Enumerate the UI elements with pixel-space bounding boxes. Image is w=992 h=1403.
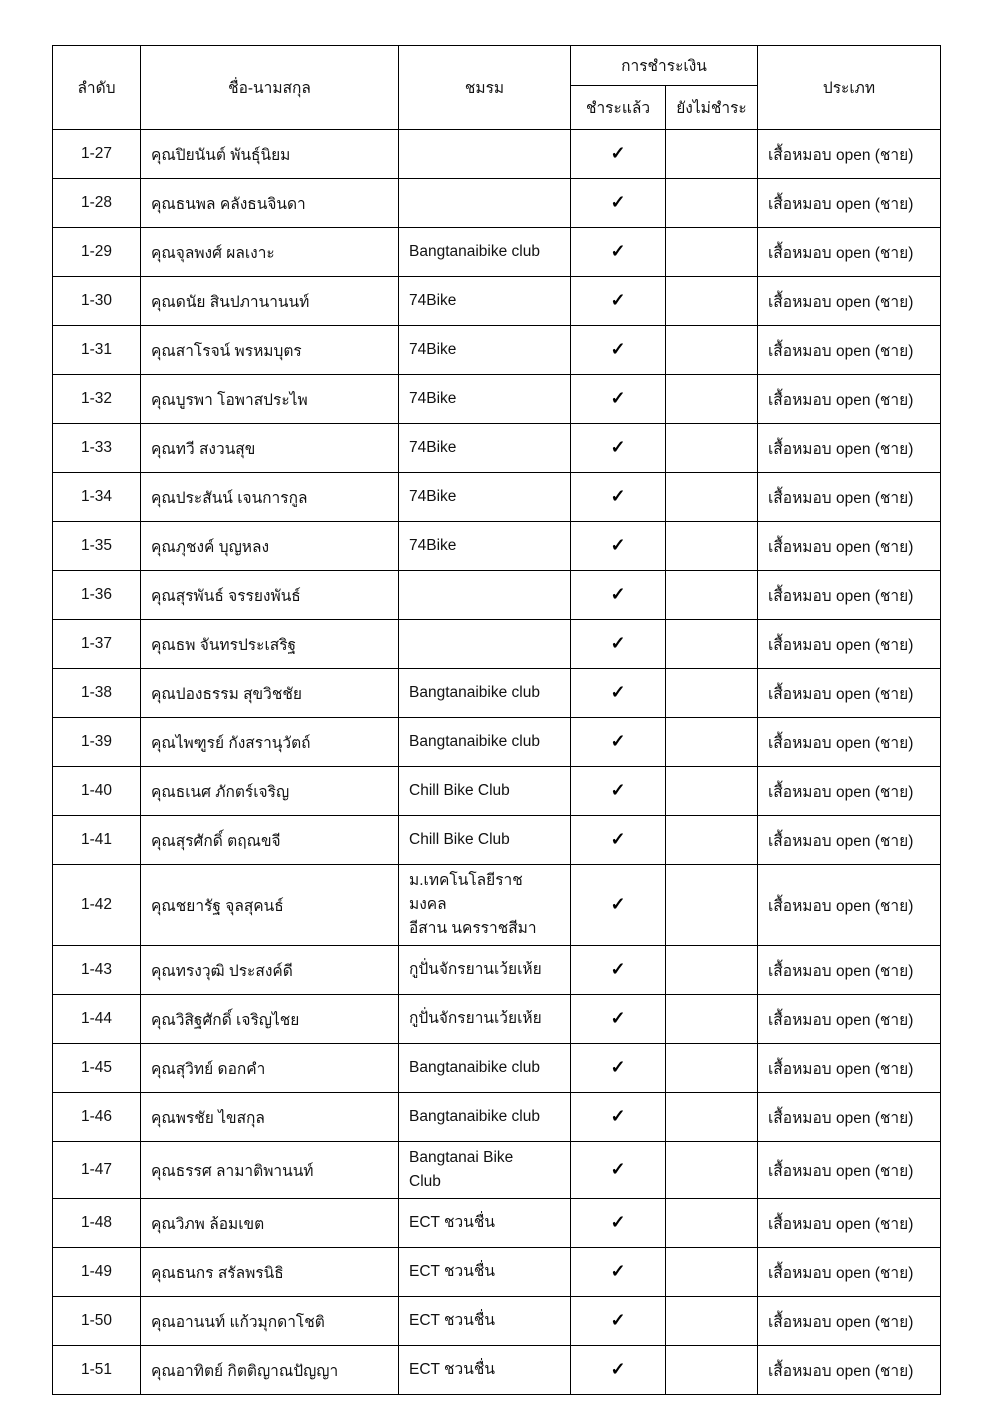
table-row: [53, 130, 941, 179]
row-category: เสื้อหมอบ open (ชาย): [758, 1297, 941, 1346]
check-icon: ✓: [610, 894, 626, 915]
check-icon: ✓: [610, 388, 626, 408]
row-number: 1-44: [53, 995, 141, 1044]
row-number: 1-46: [53, 1093, 141, 1142]
row-paid-cell: [571, 277, 666, 326]
table-row: [53, 767, 941, 816]
row-name: คุณธพ จันทรประเสริฐ: [141, 620, 399, 669]
row-number: 1-35: [53, 522, 141, 571]
row-club: Bangtanai Bike Club: [399, 1142, 571, 1199]
row-club: Bangtanaibike club: [399, 718, 571, 767]
row-club: กูปั่นจักรยานเว้ยเห้ย: [399, 946, 571, 995]
row-club: Bangtanaibike club: [399, 1044, 571, 1093]
row-paid-cell: [571, 1142, 666, 1199]
table-row: [53, 326, 941, 375]
row-unpaid-cell: [666, 1297, 758, 1346]
row-number: 1-29: [53, 228, 141, 277]
row-unpaid-cell: [666, 1346, 758, 1395]
check-icon: ✓: [610, 1310, 626, 1331]
row-name: คุณทรงวุฒิ ประสงค์ดี: [141, 946, 399, 995]
row-number: 1-27: [53, 130, 141, 179]
row-unpaid-cell: [666, 228, 758, 277]
row-number: 1-49: [53, 1248, 141, 1297]
check-icon: ✓: [610, 959, 626, 980]
row-club: 74Bike: [399, 473, 571, 522]
row-unpaid-cell: [666, 130, 758, 179]
row-paid-cell: [571, 1297, 666, 1346]
row-club: [399, 620, 571, 669]
row-paid-cell: [571, 179, 666, 228]
table-row: [53, 995, 941, 1044]
check-icon: ✓: [610, 241, 626, 261]
row-unpaid-cell: [666, 620, 758, 669]
row-number: 1-43: [53, 946, 141, 995]
row-category: เสื้อหมอบ open (ชาย): [758, 473, 941, 522]
row-club: ECT ชวนชื่น: [399, 1346, 571, 1395]
check-icon: ✓: [610, 486, 626, 506]
row-category: เสื้อหมอบ open (ชาย): [758, 1044, 941, 1093]
row-paid-cell: [571, 326, 666, 375]
row-category: เสื้อหมอบ open (ชาย): [758, 1093, 941, 1142]
row-category: เสื้อหมอบ open (ชาย): [758, 1346, 941, 1395]
row-unpaid-cell: [666, 179, 758, 228]
table-row: [53, 571, 941, 620]
table-row: [53, 1346, 941, 1395]
row-name: คุณบูรพา โอพาสประไพ: [141, 375, 399, 424]
row-number: 1-50: [53, 1297, 141, 1346]
check-icon: ✓: [610, 633, 626, 653]
row-name: คุณภุชงค์ บุญหลง: [141, 522, 399, 571]
header-name: ชื่อ-นามสกุล: [141, 46, 399, 130]
row-club: Chill Bike Club: [399, 816, 571, 865]
check-icon: ✓: [610, 780, 626, 800]
row-paid-cell: [571, 669, 666, 718]
table-row: [53, 473, 941, 522]
row-name: คุณอาทิตย์ กิตติญาณปัญญา: [141, 1346, 399, 1395]
row-category: เสื้อหมอบ open (ชาย): [758, 1142, 941, 1199]
row-category: เสื้อหมอบ open (ชาย): [758, 522, 941, 571]
row-category: เสื้อหมอบ open (ชาย): [758, 1248, 941, 1297]
row-name: คุณปองธรรม สุขวิชชัย: [141, 669, 399, 718]
header-category: ประเภท: [758, 46, 941, 130]
row-name: คุณสุรพันธ์ จรรยงพันธ์: [141, 571, 399, 620]
row-number: 1-38: [53, 669, 141, 718]
row-name: คุณทวี สงวนสุข: [141, 424, 399, 473]
row-name: คุณธเนศ ภักตร์เจริญ: [141, 767, 399, 816]
row-unpaid-cell: [666, 1093, 758, 1142]
table-row: [53, 1044, 941, 1093]
row-unpaid-cell: [666, 473, 758, 522]
row-unpaid-cell: [666, 522, 758, 571]
row-unpaid-cell: [666, 669, 758, 718]
row-number: 1-39: [53, 718, 141, 767]
check-icon: ✓: [610, 1057, 626, 1078]
row-number: 1-47: [53, 1142, 141, 1199]
table-row: [53, 375, 941, 424]
row-paid-cell: [571, 1248, 666, 1297]
table-row: [53, 669, 941, 718]
row-unpaid-cell: [666, 375, 758, 424]
check-icon: ✓: [610, 339, 626, 359]
row-name: คุณธนกร สรัลพรนิธิ: [141, 1248, 399, 1297]
row-unpaid-cell: [666, 277, 758, 326]
check-icon: ✓: [610, 829, 626, 849]
check-icon: ✓: [610, 192, 626, 212]
check-icon: ✓: [610, 143, 626, 163]
row-category: เสื้อหมอบ open (ชาย): [758, 767, 941, 816]
check-icon: ✓: [610, 1212, 626, 1233]
row-paid-cell: [571, 424, 666, 473]
table-row: [53, 424, 941, 473]
row-category: เสื้อหมอบ open (ชาย): [758, 375, 941, 424]
row-unpaid-cell: [666, 767, 758, 816]
row-name: คุณวิสิฐศักดิ์ เจริญไชย: [141, 995, 399, 1044]
table-row: [53, 718, 941, 767]
header-payment: การชำระเงิน: [571, 46, 758, 86]
row-paid-cell: [571, 375, 666, 424]
row-name: คุณอานนท์ แก้วมุกดาโชติ: [141, 1297, 399, 1346]
row-paid-cell: [571, 130, 666, 179]
row-name: คุณประสันน์ เจนการกูล: [141, 473, 399, 522]
row-club: ECT ชวนชื่น: [399, 1199, 571, 1248]
check-icon: ✓: [610, 535, 626, 555]
table-row: [53, 1199, 941, 1248]
row-club: 74Bike: [399, 424, 571, 473]
header-no: ลำดับ: [53, 46, 141, 130]
row-category: เสื้อหมอบ open (ชาย): [758, 995, 941, 1044]
row-unpaid-cell: [666, 1044, 758, 1093]
row-paid-cell: [571, 571, 666, 620]
row-paid-cell: [571, 946, 666, 995]
row-club: Bangtanaibike club: [399, 669, 571, 718]
row-category: เสื้อหมอบ open (ชาย): [758, 130, 941, 179]
row-club: ม.เทคโนโลยีราชมงคล อีสาน นครราชสีมา: [399, 865, 571, 946]
row-name: คุณพรชัย ไขสกุล: [141, 1093, 399, 1142]
table-row: [53, 228, 941, 277]
row-unpaid-cell: [666, 816, 758, 865]
row-club: กูปั่นจักรยานเว้ยเห้ย: [399, 995, 571, 1044]
row-name: คุณธนพล คลังธนจินดา: [141, 179, 399, 228]
row-name: คุณดนัย สินปภานานนท์: [141, 277, 399, 326]
table-row: [53, 522, 941, 571]
row-name: คุณธรรศ ลามาติพานนท์: [141, 1142, 399, 1199]
table-row: [53, 1297, 941, 1346]
table-row: [53, 277, 941, 326]
row-category: เสื้อหมอบ open (ชาย): [758, 669, 941, 718]
check-icon: ✓: [610, 1159, 626, 1180]
table-row: [53, 946, 941, 995]
row-category: เสื้อหมอบ open (ชาย): [758, 571, 941, 620]
row-unpaid-cell: [666, 865, 758, 946]
row-category: เสื้อหมอบ open (ชาย): [758, 816, 941, 865]
row-paid-cell: [571, 995, 666, 1044]
row-club: 74Bike: [399, 326, 571, 375]
check-icon: ✓: [610, 1106, 626, 1127]
row-name: คุณไพฑูรย์ กังสรานุวัตถ์: [141, 718, 399, 767]
row-paid-cell: [571, 620, 666, 669]
table-row: [53, 816, 941, 865]
row-category: เสื้อหมอบ open (ชาย): [758, 620, 941, 669]
row-category: เสื้อหมอบ open (ชาย): [758, 179, 941, 228]
row-number: 1-51: [53, 1346, 141, 1395]
row-paid-cell: [571, 473, 666, 522]
table-row: [53, 179, 941, 228]
header-paid: ชำระแล้ว: [571, 86, 666, 130]
row-club: 74Bike: [399, 522, 571, 571]
row-paid-cell: [571, 228, 666, 277]
row-number: 1-33: [53, 424, 141, 473]
row-number: 1-37: [53, 620, 141, 669]
row-unpaid-cell: [666, 1142, 758, 1199]
row-club: ECT ชวนชื่น: [399, 1297, 571, 1346]
check-icon: ✓: [610, 1008, 626, 1029]
row-unpaid-cell: [666, 995, 758, 1044]
row-club: [399, 130, 571, 179]
row-name: คุณปิยนันต์ พันธุ์นิยม: [141, 130, 399, 179]
row-category: เสื้อหมอบ open (ชาย): [758, 326, 941, 375]
registration-table: [52, 45, 941, 1395]
row-category: เสื้อหมอบ open (ชาย): [758, 424, 941, 473]
row-name: คุณสุรศักดิ์ ตฤณขจี: [141, 816, 399, 865]
row-club: Chill Bike Club: [399, 767, 571, 816]
row-club: [399, 571, 571, 620]
row-number: 1-34: [53, 473, 141, 522]
row-unpaid-cell: [666, 424, 758, 473]
table-row: [53, 1093, 941, 1142]
table-row: [53, 1248, 941, 1297]
check-icon: ✓: [610, 682, 626, 702]
row-number: 1-28: [53, 179, 141, 228]
row-paid-cell: [571, 1093, 666, 1142]
row-club: [399, 179, 571, 228]
check-icon: ✓: [610, 290, 626, 310]
row-name: คุณวิภพ ล้อมเขต: [141, 1199, 399, 1248]
row-category: เสื้อหมอบ open (ชาย): [758, 718, 941, 767]
check-icon: ✓: [610, 584, 626, 604]
row-category: เสื้อหมอบ open (ชาย): [758, 277, 941, 326]
row-club: 74Bike: [399, 277, 571, 326]
row-club: Bangtanaibike club: [399, 228, 571, 277]
row-number: 1-30: [53, 277, 141, 326]
check-icon: ✓: [610, 731, 626, 751]
row-club: 74Bike: [399, 375, 571, 424]
row-category: เสื้อหมอบ open (ชาย): [758, 1199, 941, 1248]
row-paid-cell: [571, 865, 666, 946]
row-unpaid-cell: [666, 946, 758, 995]
row-unpaid-cell: [666, 718, 758, 767]
header-club: ชมรม: [399, 46, 571, 130]
row-name: คุณสาโรจน์ พรหมบุตร: [141, 326, 399, 375]
table-row: [53, 1142, 941, 1199]
row-number: 1-41: [53, 816, 141, 865]
row-number: 1-45: [53, 1044, 141, 1093]
row-club: Bangtanaibike club: [399, 1093, 571, 1142]
check-icon: ✓: [610, 437, 626, 457]
row-name: คุณจุลพงศ์ ผลเงาะ: [141, 228, 399, 277]
row-category: เสื้อหมอบ open (ชาย): [758, 946, 941, 995]
row-unpaid-cell: [666, 1199, 758, 1248]
row-paid-cell: [571, 718, 666, 767]
header-unpaid: ยังไม่ชำระ: [666, 86, 758, 130]
row-unpaid-cell: [666, 571, 758, 620]
row-name: คุณสุวิทย์ ดอกคำ: [141, 1044, 399, 1093]
row-paid-cell: [571, 816, 666, 865]
row-paid-cell: [571, 1346, 666, 1395]
row-category: เสื้อหมอบ open (ชาย): [758, 228, 941, 277]
row-number: 1-42: [53, 865, 141, 946]
check-icon: ✓: [610, 1261, 626, 1282]
row-name: คุณชยารัฐ จุลสุคนธ์: [141, 865, 399, 946]
table-header: [53, 46, 941, 130]
row-category: เสื้อหมอบ open (ชาย): [758, 865, 941, 946]
table-row: [53, 865, 941, 946]
row-number: 1-32: [53, 375, 141, 424]
row-paid-cell: [571, 1199, 666, 1248]
row-paid-cell: [571, 522, 666, 571]
row-number: 1-48: [53, 1199, 141, 1248]
check-icon: ✓: [610, 1359, 626, 1380]
row-number: 1-36: [53, 571, 141, 620]
row-number: 1-40: [53, 767, 141, 816]
row-unpaid-cell: [666, 1248, 758, 1297]
row-paid-cell: [571, 767, 666, 816]
table-row: [53, 620, 941, 669]
table-body: [53, 130, 941, 1395]
row-paid-cell: [571, 1044, 666, 1093]
row-unpaid-cell: [666, 326, 758, 375]
row-club: ECT ชวนชื่น: [399, 1248, 571, 1297]
row-number: 1-31: [53, 326, 141, 375]
